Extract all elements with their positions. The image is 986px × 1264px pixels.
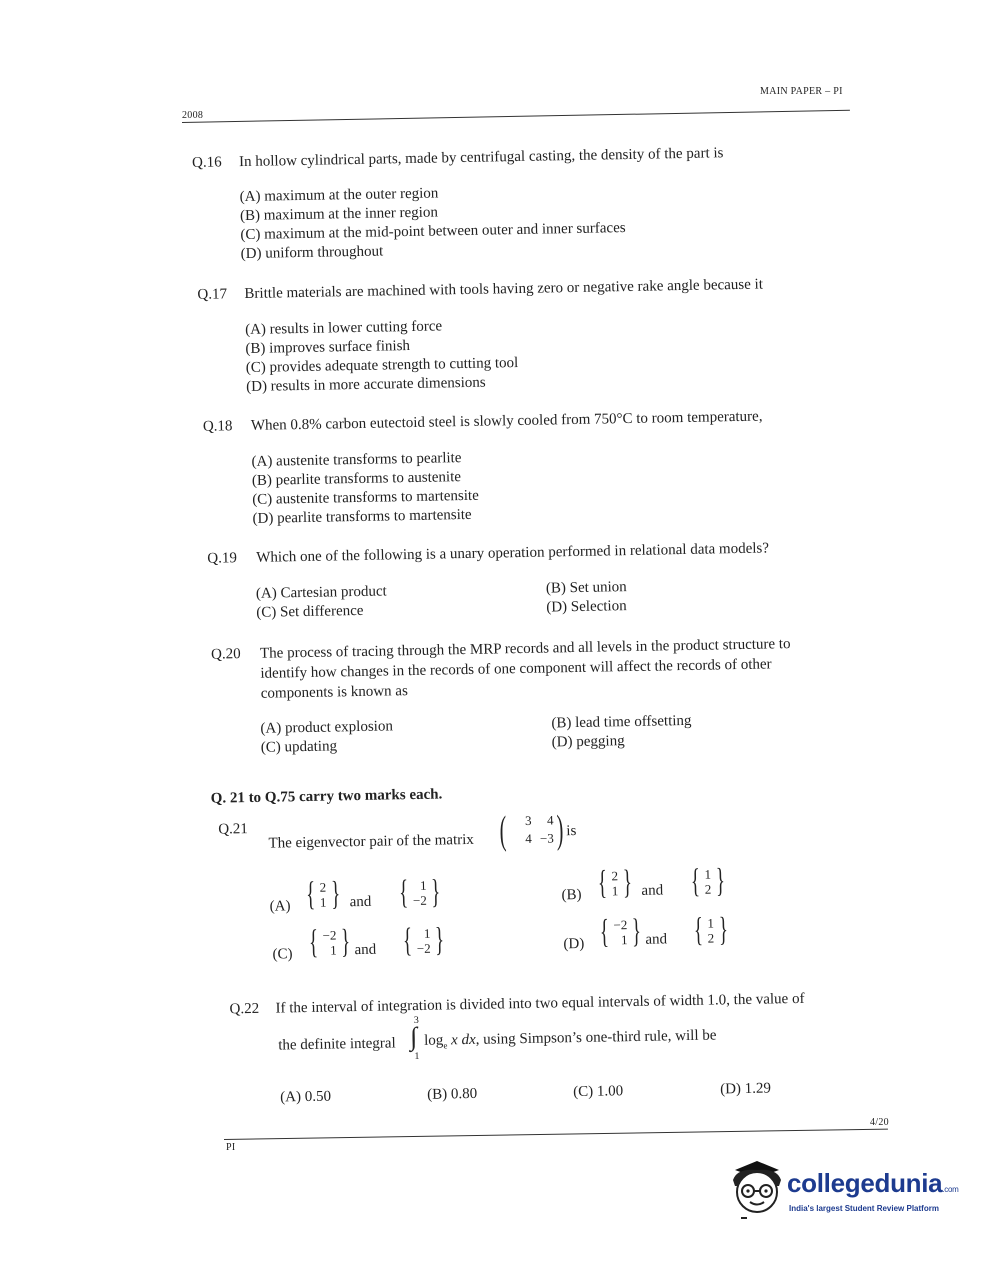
q16-number: Q.16	[191, 154, 222, 171]
q21-and-d: and	[645, 931, 668, 948]
page-number: 4/20	[870, 1117, 889, 1128]
q18-option-b: (B) pearlite transforms to austenite	[251, 469, 462, 489]
q21-vector-a2: { 1 −2 }	[398, 873, 441, 912]
q18-number: Q.18	[202, 418, 233, 435]
q22-option-a: (A) 0.50	[280, 1088, 332, 1106]
logo-tagline: India's largest Student Review Platform	[789, 1204, 939, 1213]
q21-number: Q.21	[218, 821, 249, 838]
integral-upper-limit: 3	[413, 1014, 419, 1027]
q16-option-b: (B) maximum at the inner region	[239, 204, 439, 225]
integral-sign-icon: ∫	[409, 1021, 418, 1052]
q21-matrix: ( 3 4 4 −3 )	[499, 806, 565, 853]
q21-label-d: (D)	[563, 935, 585, 953]
q20-text-line3: components is known as	[260, 683, 408, 702]
q22-text-line1: If the interval of integration is divided into two equal intervals of width 1.0, the value of	[275, 990, 805, 1017]
q21-text-is: is	[566, 823, 577, 840]
q19-text: Which one of the following is a unary operation performed in relational data models?	[256, 540, 770, 566]
paper-title: MAIN PAPER – PI	[760, 86, 843, 97]
q16-option-a: (A) maximum at the outer region	[239, 185, 439, 206]
q16-text: In hollow cylindrical parts, made by centrifugal casting, the density of the part is	[238, 145, 724, 171]
q20-option-b: (B) lead time offsetting	[551, 712, 692, 732]
q21-vector-d1: { −2 1 }	[599, 912, 642, 951]
q17-number: Q.17	[197, 286, 228, 303]
q22-option-c: (C) 1.00	[572, 1083, 624, 1101]
q21-label-b: (B)	[561, 886, 582, 904]
q17-option-d: (D) results in more accurate dimensions	[246, 374, 486, 396]
q18-text: When 0.8% carbon eutectoid steel is slowly cooled from 750°C to room temperature,	[250, 408, 763, 434]
q17-text: Brittle materials are machined with tools having zero or negative rake angle because it	[244, 276, 764, 303]
q22-option-b: (B) 0.80	[427, 1085, 478, 1103]
q19-option-a: (A) Cartesian product	[255, 583, 387, 602]
q21-label-c: (C)	[272, 946, 293, 963]
q18-option-c: (C) austenite transforms to martensite	[252, 487, 479, 508]
paper-code: PI	[226, 1142, 236, 1153]
q19-option-d: (D) Selection	[546, 598, 627, 616]
q22-integrand: $\log_e x$ dx, using Simpson’s one-third rule, will be	[424, 1027, 717, 1051]
mascot-icon	[727, 1158, 787, 1224]
matrix-cell: 4	[525, 830, 532, 846]
q21-label-a: (A)	[269, 898, 291, 915]
matrix-cell: −3	[539, 830, 554, 846]
q20-text-line1: The process of tracing through the MRP records and all levels in the product structure to	[259, 636, 791, 662]
q20-option-d: (D) pegging	[551, 733, 625, 751]
q19-option-c: (C) Set difference	[256, 602, 364, 621]
q21-and-c: and	[354, 941, 377, 959]
q21-and-a: and	[349, 893, 372, 911]
logo-suffix: .com	[942, 1185, 959, 1194]
q16-option-d: (D) uniform throughout	[240, 243, 384, 263]
q21-text: The eigenvector pair of the matrix	[268, 831, 474, 852]
q19-number: Q.19	[207, 550, 238, 567]
q16-option-c: (C) maximum at the mid-point between outer and inner surfaces	[240, 220, 626, 244]
q20-number: Q.20	[210, 646, 241, 663]
q21-and-b: and	[641, 882, 664, 899]
q20-text-line2: identify how changes in the records of one component will affect the records of other	[260, 656, 772, 682]
collegedunia-logo	[727, 1158, 957, 1224]
q18-option-a: (A) austenite transforms to pearlite	[251, 450, 462, 470]
q20-option-c: (C) updating	[260, 738, 338, 756]
q20-option-a: (A) product explosion	[260, 718, 394, 737]
integral-lower-limit: 1	[414, 1050, 420, 1063]
paper-year: 2008	[182, 110, 204, 121]
q17-option-a: (A) results in lower cutting force	[244, 318, 443, 339]
q22-option-d: (D) 1.29	[719, 1080, 772, 1098]
q17-option-b: (B) improves surface finish	[245, 338, 411, 358]
matrix-cell: 4	[546, 812, 554, 828]
q18-option-d: (D) pearlite transforms to martensite	[252, 506, 472, 527]
q22-number: Q.22	[229, 1000, 260, 1018]
q19-option-b: (B) Set union	[545, 579, 627, 597]
q22-text-line2-pre: the definite integral	[278, 1035, 396, 1054]
q21-vector-d2: { 1 2 }	[693, 911, 729, 949]
q21-vector-b1: { 2 1 }	[597, 864, 633, 902]
q17-option-c: (C) provides adequate strength to cutting tool	[245, 355, 519, 377]
q21-vector-c1: { −2 1 }	[308, 923, 351, 961]
q21-vector-a1: { 2 1 }	[305, 875, 341, 913]
logo-wordmark: collegedunia	[787, 1168, 943, 1198]
matrix-cell: 3	[524, 812, 532, 828]
q21-vector-c2: { 1 −2 }	[402, 921, 445, 960]
q21-vector-b2: { 1 2 }	[690, 862, 726, 900]
section-heading: Q. 21 to Q.75 carry two marks each.	[210, 786, 443, 807]
